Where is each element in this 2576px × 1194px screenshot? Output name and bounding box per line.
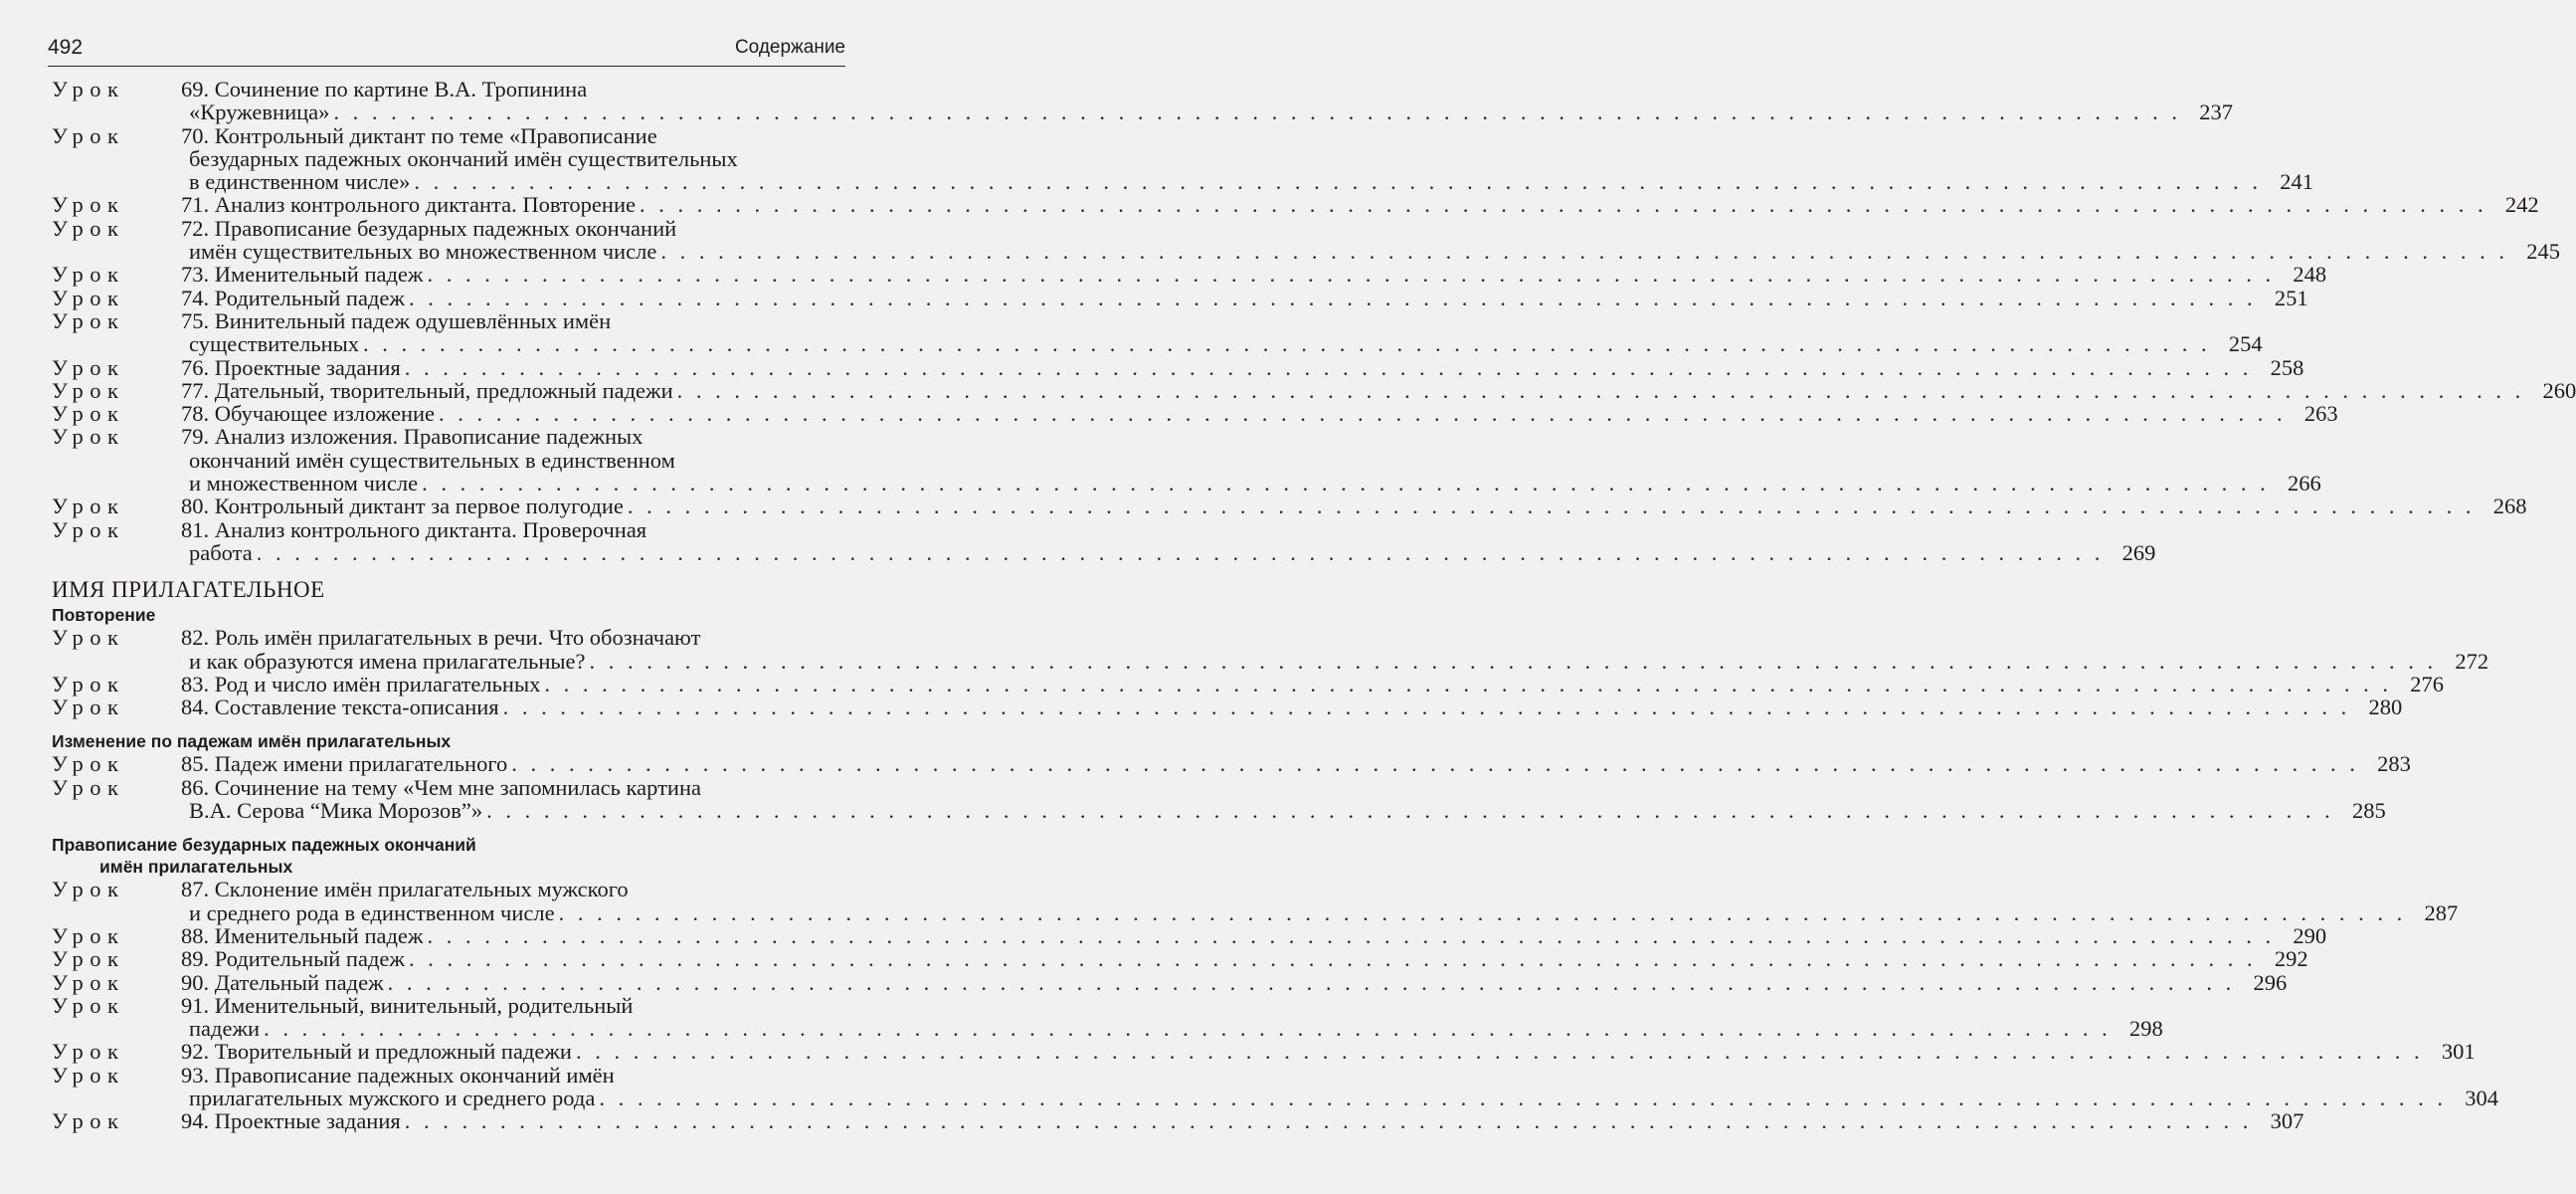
dot-leader <box>363 332 2211 355</box>
toc-entry <box>52 625 2489 674</box>
dot-leader <box>414 170 2262 193</box>
page-ref: 296 <box>2253 969 2288 995</box>
toc-entry <box>52 774 2386 824</box>
lesson-label: Урок <box>52 992 125 1018</box>
dot-leader <box>257 541 2105 564</box>
dot-leader <box>409 287 2257 309</box>
dot-leader <box>427 263 2275 286</box>
lesson-title-wrap <box>181 379 2576 402</box>
lesson-title-wrap <box>181 626 843 649</box>
lesson-number: 73. <box>181 262 210 288</box>
toc-entry-first-line <box>52 192 2539 218</box>
page-ref: 237 <box>2199 100 2234 125</box>
lesson-number: 86. <box>181 774 210 800</box>
toc-entry <box>52 307 2263 357</box>
lesson-label: Урок <box>52 922 125 948</box>
lesson-label: Урок <box>52 946 125 972</box>
toc-entry <box>52 77 2234 125</box>
lesson-title-wrap <box>181 673 2444 696</box>
lesson-title: Анализ контрольного диктанта. Повторение <box>214 192 636 218</box>
lesson-number: 91. <box>181 992 210 1018</box>
lesson-title-line <box>181 402 435 425</box>
toc-entry-line <box>52 899 2459 925</box>
lesson-title-wrap <box>181 776 843 799</box>
lesson-number: 74. <box>181 285 210 310</box>
page-ref: 304 <box>2465 1085 2498 1110</box>
dot-leader <box>660 240 2508 263</box>
lesson-title-wrap <box>181 971 2287 994</box>
page-ref: 290 <box>2293 922 2327 948</box>
lesson-title: Проектные задания <box>214 354 401 380</box>
page-ref: 307 <box>2270 1108 2304 1134</box>
toc-entry <box>52 1108 2304 1134</box>
toc-entry-first-line <box>52 994 843 1017</box>
lesson-title-line <box>181 495 624 517</box>
dot-leader <box>511 752 2359 775</box>
lesson-title-line: имён существительных во множественном числе <box>189 239 657 265</box>
dot-leader <box>599 1087 2447 1109</box>
lesson-title: Анализ изложения. Правописание падежных <box>214 424 644 450</box>
lesson-number: 75. <box>181 307 210 333</box>
running-title: Содержание <box>734 37 845 58</box>
dot-leader <box>486 799 2334 822</box>
toc-entry <box>52 671 2444 696</box>
toc-entry-first-line <box>52 401 2338 427</box>
lesson-title: Дательный падеж <box>214 969 384 995</box>
subsection-line: Изменение по падежам имён прилагательных <box>52 731 452 752</box>
lesson-title: Правописание падежных окончаний имён <box>214 1062 615 1088</box>
lesson-title: Контрольный диктант по теме «Правописание <box>214 122 657 148</box>
toc-entry-first-line <box>52 78 843 100</box>
lesson-title: Винительный падеж одушевлённых имён <box>214 307 612 333</box>
subsection-heading <box>52 730 843 752</box>
lesson-number: 76. <box>181 354 210 380</box>
toc-entry-line <box>52 648 2489 674</box>
lesson-title-wrap <box>181 78 843 100</box>
toc-entry-first-line <box>52 695 2403 720</box>
page-ref: 254 <box>2228 331 2263 357</box>
lesson-title-wrap <box>181 309 843 332</box>
toc-entry-first-line <box>52 946 2308 972</box>
lesson-label: Урок <box>52 1108 125 1134</box>
lesson-title-wrap <box>181 1064 843 1087</box>
lesson-title-line: и множественном числе <box>189 471 419 497</box>
lesson-title-wrap <box>181 263 2326 286</box>
toc-entry <box>52 1062 2498 1110</box>
lesson-title: Анализ контрольного диктанта. Проверочная <box>214 516 647 542</box>
toc-entry <box>52 922 2327 948</box>
lesson-number: 90. <box>181 969 210 995</box>
dot-leader <box>628 495 2476 517</box>
subsection-line: Повторение <box>52 605 156 626</box>
lesson-number: 84. <box>181 695 210 720</box>
toc-entry <box>52 192 2539 218</box>
lesson-title: Составление текста-описания <box>214 695 499 720</box>
lesson-number: 71. <box>181 192 210 218</box>
page-ref: 245 <box>2526 239 2560 265</box>
lesson-number: 94. <box>181 1108 210 1134</box>
lesson-title-line <box>181 752 507 775</box>
toc-entry <box>52 494 2527 519</box>
lesson-number: 82. <box>181 625 210 651</box>
lesson-label: Урок <box>52 494 125 519</box>
toc-entry <box>52 122 2313 195</box>
toc-entry-line <box>52 169 2313 195</box>
toc-entry <box>52 262 2327 288</box>
lesson-title-line: и как образуются имена прилагательные? <box>189 648 586 674</box>
toc-entry-first-line <box>52 922 2327 948</box>
toc-entry <box>52 401 2338 427</box>
lesson-title: Родительный падеж <box>214 285 405 310</box>
page-ref: 242 <box>2504 192 2539 218</box>
lesson-number: 89. <box>181 946 210 972</box>
toc-entry <box>52 354 2304 380</box>
lesson-title: Родительный падеж <box>214 946 405 972</box>
toc-entry-line <box>52 331 2263 357</box>
lesson-title: Роль имён прилагательных в речи. Что обозначают <box>214 625 701 651</box>
lesson-title: Именительный падеж <box>214 922 424 948</box>
dot-leader <box>590 650 2438 673</box>
lesson-number: 78. <box>181 401 210 427</box>
lesson-title-wrap <box>181 1109 2303 1132</box>
lesson-title-wrap <box>181 356 2303 379</box>
lesson-label: Урок <box>52 625 125 651</box>
lesson-title-line <box>181 1109 401 1132</box>
lesson-title: Склонение имён прилагательных мужского <box>214 877 629 902</box>
lesson-label: Урок <box>52 401 125 427</box>
toc-entry <box>52 285 2308 310</box>
toc-entry-line <box>52 100 2234 125</box>
lesson-title-line <box>181 356 401 379</box>
lesson-title-line <box>181 287 405 309</box>
lesson-title-wrap <box>181 696 2402 718</box>
lesson-number: 69. <box>181 77 210 101</box>
lesson-title-line <box>181 696 499 718</box>
lesson-title-line: окончаний имён существительных в единственном <box>189 447 675 473</box>
dot-leader <box>409 947 2257 970</box>
lesson-title-line: работа <box>189 539 253 565</box>
lesson-label: Урок <box>52 307 125 333</box>
lesson-title-line <box>181 673 540 696</box>
toc-entry <box>52 969 2288 995</box>
lesson-title-line <box>181 947 405 970</box>
dot-leader <box>427 924 2275 947</box>
subsection-line: Правописание безударных падежных окончаний <box>52 835 476 856</box>
lesson-title-line <box>181 971 384 994</box>
dot-leader <box>576 1040 2424 1063</box>
lesson-title-wrap <box>181 124 843 147</box>
page-ref: 301 <box>2441 1039 2476 1065</box>
lesson-title-line <box>181 1040 572 1063</box>
toc-entry-first-line <box>52 671 2444 696</box>
toc-entry <box>52 377 2576 403</box>
toc-entry-first-line <box>52 776 843 799</box>
toc-entry <box>52 424 2321 497</box>
toc-entry-line <box>52 539 2156 565</box>
lesson-number: 79. <box>181 424 210 450</box>
toc-entry-first-line <box>52 969 2288 995</box>
page-ref: 298 <box>2128 1016 2163 1042</box>
dot-leader <box>405 1109 2253 1132</box>
lesson-label: Урок <box>52 877 125 902</box>
toc-entry-first-line <box>52 518 843 541</box>
lesson-title: Контрольный диктант за первое полугодие <box>214 494 624 519</box>
toc-entry-line <box>52 239 2560 265</box>
toc-entry <box>52 946 2308 972</box>
page-ref: 269 <box>2121 539 2156 565</box>
lesson-title-line: безударных падежных окончаний имён существительных <box>189 145 738 171</box>
lesson-label: Урок <box>52 671 125 696</box>
lesson-number: 83. <box>181 671 210 696</box>
lesson-title-line: и среднего рода в единственном числе <box>189 899 555 925</box>
dot-leader <box>333 100 2181 123</box>
dot-leader <box>640 193 2487 216</box>
page-ref: 263 <box>2303 401 2338 427</box>
toc-entry-line <box>52 471 2321 497</box>
toc-entry <box>52 751 2411 777</box>
toc-entry <box>52 516 2156 565</box>
toc-entry <box>52 1039 2476 1065</box>
lesson-title-wrap <box>181 425 843 448</box>
lesson-label: Урок <box>52 969 125 995</box>
page-ref: 276 <box>2410 671 2444 696</box>
subsection-heading <box>52 604 843 626</box>
page-ref: 266 <box>2287 471 2321 497</box>
page-ref: 258 <box>2270 354 2304 380</box>
toc-entry-first-line <box>52 1108 2304 1134</box>
lesson-title-line <box>181 924 423 947</box>
lesson-label: Урок <box>52 77 125 101</box>
lesson-title-line: в единственном числе» <box>189 169 411 195</box>
lesson-title-wrap <box>181 217 843 240</box>
page-ref: 251 <box>2274 285 2308 310</box>
lesson-label: Урок <box>52 424 125 450</box>
lesson-title-line: прилагательных мужского и среднего рода <box>189 1085 596 1110</box>
lesson-title-wrap <box>181 947 2308 970</box>
lesson-title-wrap <box>181 518 843 541</box>
page-number: 492 <box>48 36 84 59</box>
lesson-number: 81. <box>181 516 210 542</box>
lesson-title-line: падежи <box>189 1016 261 1042</box>
lesson-label: Урок <box>52 262 125 288</box>
toc-entry-first-line <box>52 285 2308 310</box>
table-of-contents <box>52 77 2576 1134</box>
subsection-heading <box>52 834 843 878</box>
lesson-title-line <box>181 193 636 216</box>
lesson-label: Урок <box>52 122 125 148</box>
lesson-number: 72. <box>181 215 210 241</box>
lesson-title-wrap <box>181 495 2527 517</box>
page-ref: 241 <box>2280 169 2313 195</box>
toc-entry-first-line <box>52 309 843 332</box>
toc-entry-first-line <box>52 217 843 240</box>
lesson-title-wrap <box>181 994 843 1017</box>
toc-entry-first-line <box>52 124 843 147</box>
page-header <box>48 34 845 67</box>
lesson-title-line <box>181 263 423 286</box>
toc-entry-line <box>52 798 2386 824</box>
lesson-number: 92. <box>181 1039 210 1065</box>
lesson-title-wrap <box>181 1040 2476 1063</box>
lesson-title: Дательный, творительный, предложный падежи <box>214 377 673 403</box>
lesson-title-line: существительных <box>189 331 360 357</box>
toc-entry <box>52 992 2163 1042</box>
lesson-title-wrap <box>181 924 2326 947</box>
lesson-title-line: В.А. Серова “Мика Морозов”» <box>189 798 483 824</box>
lesson-title: Правописание безударных падежных окончаний <box>214 215 677 241</box>
lesson-number: 77. <box>181 377 210 403</box>
toc-entry-first-line <box>52 377 2576 403</box>
lesson-title-line <box>181 379 673 402</box>
lesson-number: 93. <box>181 1062 210 1088</box>
lesson-label: Урок <box>52 285 125 310</box>
toc-entry-first-line <box>52 751 2411 777</box>
lesson-title-wrap <box>181 402 2338 425</box>
page-ref: 287 <box>2424 899 2459 925</box>
lesson-label: Урок <box>52 751 125 777</box>
page-ref: 248 <box>2293 262 2327 288</box>
lesson-title: Творительный и предложный падежи <box>214 1039 572 1065</box>
page-ref: 260 <box>2542 377 2576 403</box>
dot-leader <box>503 696 2351 718</box>
subsection-line: имён прилагательных <box>99 857 293 878</box>
lesson-title: Именительный, винительный, родительный <box>214 992 634 1018</box>
lesson-label: Урок <box>52 192 125 218</box>
lesson-title-line: «Кружевница» <box>189 100 330 125</box>
toc-entry-first-line <box>52 1039 2476 1065</box>
toc-entry-first-line <box>52 626 843 649</box>
lesson-title-wrap <box>181 193 2539 216</box>
page-ref: 283 <box>2377 751 2411 777</box>
lesson-title: Сочинение на тему «Чем мне запомнилась картина <box>214 774 701 800</box>
toc-entry <box>52 695 2403 720</box>
lesson-title: Род и число имён прилагательных <box>214 671 541 696</box>
lesson-label: Урок <box>52 1062 125 1088</box>
lesson-number: 80. <box>181 494 210 519</box>
lesson-title: Проектные задания <box>214 1108 401 1134</box>
lesson-label: Урок <box>52 377 125 403</box>
lesson-label: Урок <box>52 516 125 542</box>
dot-leader <box>559 901 2407 924</box>
dot-leader <box>405 356 2253 379</box>
toc-entry-line <box>52 1085 2498 1110</box>
section-heading: ИМЯ ПРИЛАГАТЕЛЬНОЕ <box>52 577 325 603</box>
toc-entry <box>52 215 2560 265</box>
toc-entry <box>52 877 2459 925</box>
dot-leader <box>422 472 2270 495</box>
lesson-title: Сочинение по картине В.А. Тропинина <box>214 77 588 101</box>
page-ref: 272 <box>2455 648 2489 674</box>
lesson-number: 85. <box>181 751 210 777</box>
lesson-label: Урок <box>52 695 125 720</box>
dot-leader <box>388 971 2236 994</box>
lesson-label: Урок <box>52 215 125 241</box>
dot-leader <box>677 379 2525 402</box>
lesson-number: 87. <box>181 877 210 902</box>
lesson-title: Именительный падеж <box>214 262 424 288</box>
dot-leader <box>544 673 2392 696</box>
dot-leader <box>264 1017 2112 1040</box>
lesson-label: Урок <box>52 774 125 800</box>
page-ref: 280 <box>2368 695 2403 720</box>
lesson-number: 88. <box>181 922 210 948</box>
lesson-title-wrap <box>181 287 2308 309</box>
page-ref: 292 <box>2274 946 2308 972</box>
lesson-title: Падеж имени прилагательного <box>214 751 508 777</box>
dot-leader <box>439 402 2287 425</box>
toc-entry-first-line <box>52 262 2327 288</box>
lesson-title-wrap <box>181 878 843 900</box>
lesson-label: Урок <box>52 354 125 380</box>
lesson-label: Урок <box>52 1039 125 1065</box>
toc-entry-first-line <box>52 354 2304 380</box>
toc-entry-first-line <box>52 494 2527 519</box>
toc-entry-line <box>52 1016 2163 1042</box>
lesson-title: Обучающее изложение <box>214 401 436 427</box>
page-ref: 285 <box>2352 798 2386 824</box>
toc-entry-first-line <box>52 425 843 448</box>
toc-entry-first-line <box>52 1064 843 1087</box>
page-ref: 268 <box>2492 494 2527 519</box>
lesson-title-wrap <box>181 752 2411 775</box>
toc-entry-first-line <box>52 878 843 900</box>
lesson-number: 70. <box>181 122 210 148</box>
